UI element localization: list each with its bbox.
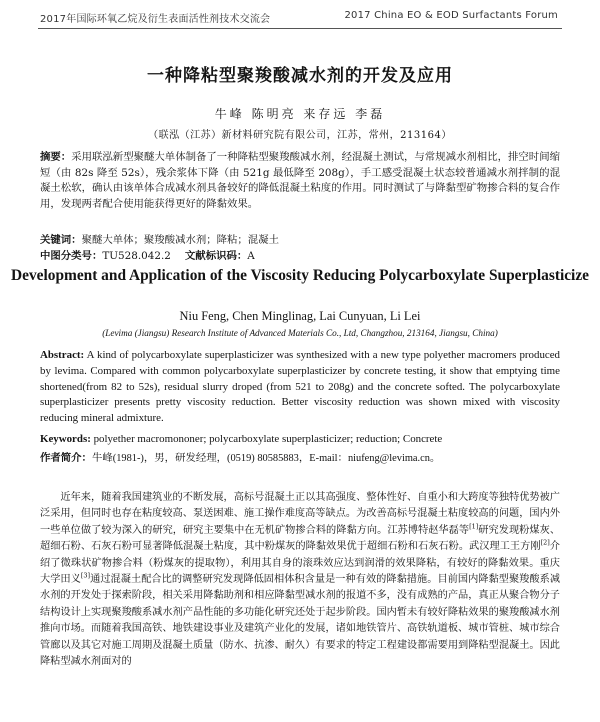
running-header-left: 2017年国际环氧乙烷及衍生表面活性剂技术交流会: [40, 14, 271, 25]
abstract-english-text: A kind of polycarboxylate superplasticizer was synthesized with a new type polyether macromers produced by levima. Compared with common polycarboxylate superplasticizer by concrete testing, it show that emptying time shortened(from 82 to 52s), residual slurry droped (from 521 to 208g) and the concrete softed. The polycarboxylate superplasticizer presents pretty viscosity reduction. Better viscosity reduction was shown mixed with viscosity reducing mineral admixture.: [40, 349, 560, 425]
affiliation-english: (Levima (Jiangsu) Research Institute of Advanced Materials Co., Ltd, Changzhou, 213164, Jiangsu, China): [102, 328, 498, 338]
author-bio-text: 牛峰(1981-)，男，研发经理，(0519) 80585883，E-mail：niufeng@levima.cn。: [91, 453, 441, 464]
running-header-right: 2017 China EO & EOD Surfactants Forum: [344, 10, 558, 21]
header-rule: [38, 28, 562, 29]
keywords-chinese-label: 关键词：: [40, 234, 82, 246]
abstract-english: [40, 348, 560, 427]
keywords-english-label: Keywords:: [40, 433, 91, 445]
keywords-english: [40, 433, 442, 445]
classification-line: [40, 249, 255, 263]
clc-value: TU528.042.2: [102, 250, 171, 262]
doc-code-value: A: [247, 250, 255, 262]
citation-ref-2: [2]: [540, 538, 550, 547]
body-text-run: 近年来，随着我国建筑业的不断发展，高标号混凝土正以其高强度、整体性好、自重小和大跨度等独特优势被广泛采用，但同时也存在粘度较高、泵送困难、施工操作难度高等缺点。为改善高标号混凝土粘度较高的问题，国内外一些单位做了较为深入的研究，研究主要集中在无机矿物掺合料的降黏方向。江苏博特赵华磊等: [40, 492, 560, 536]
keywords-english-text: polyether macromononer; polycarboxylate superplasticizer; reduction; Concrete: [93, 433, 443, 445]
abstract-chinese: [40, 150, 560, 212]
authors-english: Niu Feng, Chen Minglinag, Lai Cunyuan, Li Lei: [179, 309, 421, 323]
body-text-run: 研究发现粉煤灰、超细石粉、石灰石粉可显著降低混凝土粘度，其中粉煤灰的降黏效果优于超细石粉和石灰石粉。武汉理工王方刚: [40, 524, 561, 553]
body-paragraph: [40, 490, 560, 670]
citation-ref-3: [3]: [80, 571, 91, 580]
abstract-chinese-text: 采用联泓新型聚醚大单体制备了一种降粘型聚羧酸减水剂，经混凝土测试，与常规减水剂相比，排空时间缩短（由 82s 降至 52s），残余浆体下降（由 521g 最低降至 208g），手工感受混凝土状态较普通减水剂拌制的混凝土松软，确认由该单体合成减水剂具备较好的降低混凝土粘度的作用。同时测试了与降黏型矿物掺合料的复合作用，发现两者配合使用能获得更好的降黏效果。: [40, 151, 560, 210]
clc-label: 中图分类号：: [40, 250, 103, 262]
title-english: Development and Application of the Viscosity Reducing Polycarboxylate Superplasticize: [11, 267, 589, 284]
body-text-run: 介绍了微珠状矿物掺合料（粉煤灰的提取物），利用其自身的滚珠效应达到润滑的效果降粘，有较好的降黏效果。重庆大学田义: [40, 541, 560, 586]
affiliation-chinese: （联泓（江苏）新材料研究院有限公司，江苏，常州，213164）: [148, 130, 452, 141]
authors-chinese: 牛峰 陈明亮 来存远 李磊: [214, 107, 386, 121]
keywords-chinese-text: 聚醚大单体；聚羧酸减水剂；降粘；混凝土: [81, 234, 279, 246]
title-chinese: 一种降粘型聚羧酸减水剂的开发及应用: [147, 66, 453, 86]
body-text-run: 通过混凝土配合比的调整研究发现降低固相体积含量是一种有效的降黏措施。目前国内降黏型聚羧酸系减水剂的开发处于探索阶段，相关采用降黏助剂和相应降黏型减水剂的报道不多，没有成熟的产品，真正从聚合物分子结构设计上实现聚羧酸系减水剂产品性能的多功能化研究还处于起步阶段。国内暂未有较好降粘效果的聚羧酸减水剂推向市场。而随着我国高铁、地铁建设事业及建筑产业化的发展，诸如地铁管片、高铁轨道板、城市管桩、城市综合管廊以及其它对施工周期及混凝土质量（防水、抗渗、耐久）有要求的特定工程建设都需要用到降粘型混凝土。因此降粘型减水剂面对的: [40, 574, 561, 668]
abstract-english-label: Abstract:: [40, 349, 85, 361]
body-text: [40, 490, 560, 670]
author-bio-label: 作者简介：: [40, 452, 92, 464]
abstract-chinese-label: 摘要：: [40, 151, 72, 163]
doc-code-label: 文献标识码：: [184, 250, 248, 262]
author-bio: [40, 449, 440, 464]
citation-ref-1: [1]: [469, 522, 479, 531]
keywords-chinese: [40, 233, 279, 247]
